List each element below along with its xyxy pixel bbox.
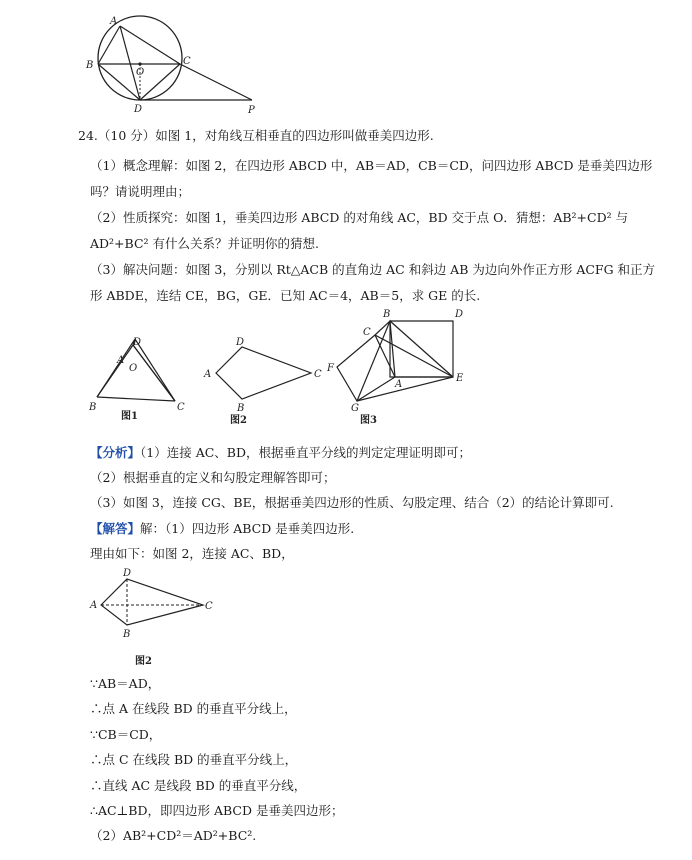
analysis-tag: 【分析】 [90, 445, 141, 460]
solution-tag: 【解答】 [90, 521, 141, 536]
sol-fig-caption: 图2 [135, 656, 152, 667]
fig1-label-A: A [117, 355, 125, 366]
fig3-label-E: E [456, 373, 464, 384]
fig3-label-F: F [327, 363, 334, 374]
fig2-label-B: B [237, 403, 245, 414]
sol-fig-label-D: D [123, 568, 132, 579]
solution-1 [90, 521, 354, 537]
fig1-label-D: D [133, 337, 142, 348]
circle [98, 16, 182, 100]
top-circle-figure [80, 8, 280, 120]
solution-step1: 解：（1）四边形 ABCD 是垂美四边形. [140, 521, 355, 536]
segment-CP [180, 64, 252, 100]
fig1-label-B: B [89, 402, 97, 413]
analysis-1 [90, 445, 471, 461]
fig3-label-B: B [383, 309, 391, 320]
q24-part2: （2）性质探究：如图 1，垂美四边形 ABCD 的对角线 AC，BD 交于点 O．猜想：AB²+CD² 与 AD²+BC² 有什么关系？并证明你的猜想. [90, 210, 629, 251]
fig1-caption: 图1 [121, 411, 138, 422]
solution-line7: （2）AB²+CD²＝AD²+BC². [90, 828, 257, 843]
fig1-label-O: O [129, 363, 138, 374]
solution-line1: ∵AB＝AD， [90, 676, 161, 691]
fig2-label-C: C [314, 369, 322, 380]
fig1-label-C: C [177, 402, 185, 413]
fig3-label-A: A [395, 379, 403, 390]
fig3-caption: 图3 [360, 415, 377, 426]
sol-fig-label-B: B [123, 629, 131, 640]
fig2-label-D: D [236, 337, 245, 348]
fig2-label-A: A [204, 369, 212, 380]
analysis-step1: （1）连接 AC、BD，根据垂直平分线的判定定理证明即可； [140, 445, 471, 460]
q24-part1: （1）概念理解：如图 2，在四边形 ABCD 中，AB＝AD，CB＝CD，问四边形 ABCD 是垂美四边形吗？请说明理由； [90, 158, 653, 199]
figure-1 [88, 337, 185, 422]
fig2-caption: 图2 [230, 415, 247, 426]
analysis-step2: （2）根据垂直的定义和勾股定理解答即可； [90, 470, 336, 485]
figure-2 [203, 337, 322, 426]
sol-fig-label-A: A [90, 600, 98, 611]
q24-part3: （3）解决问题：如图 3，分别以 Rt△ACB 的直角边 AC 和斜边 AB 为边向外作正方形 ACFG 和正方形 ABDE，连结 CE，BG，GE．已知 AC＝4，AB＝5，求 GE 的长. [90, 262, 656, 303]
figure-3 [326, 309, 464, 426]
q24-intro: 如图 1，对角线互相垂直的四边形叫做垂美四边形. [155, 128, 434, 143]
q24-number: 24.（10 分） [78, 128, 156, 143]
fig3-label-C: C [363, 327, 371, 338]
q24-header [78, 128, 434, 144]
label-C: C [183, 56, 191, 67]
fig3-label-D: D [455, 309, 464, 320]
solution-figure-2 [85, 565, 225, 670]
solution-line3: ∵CB＝CD， [90, 727, 162, 742]
sol-fig-label-C: C [205, 601, 213, 612]
center-point [138, 62, 141, 65]
solution-reason: 理由如下：如图 2，连接 AC、BD， [90, 546, 294, 561]
analysis-step3: （3）如图 3，连接 CG、BE，根据垂美四边形的性质、勾股定理、结合（2）的结论计算即可. [90, 495, 614, 510]
label-P: P [248, 105, 255, 116]
label-B: B [86, 60, 94, 71]
label-A: A [110, 16, 118, 27]
label-D: D [134, 104, 143, 115]
solution-line6: ∴AC⊥BD，即四边形 ABCD 是垂美四边形； [90, 803, 344, 818]
solution-line2: ∴点 A 在线段 BD 的垂直平分线上， [90, 701, 297, 716]
label-O: O [136, 67, 145, 78]
solution-line5: ∴直线 AC 是线段 BD 的垂直平分线， [90, 778, 307, 793]
fig3-label-G: G [351, 403, 359, 414]
solution-line4: ∴点 C 在线段 BD 的垂直平分线上， [90, 752, 298, 767]
figures-row [85, 305, 485, 435]
segment-AB [98, 26, 120, 64]
